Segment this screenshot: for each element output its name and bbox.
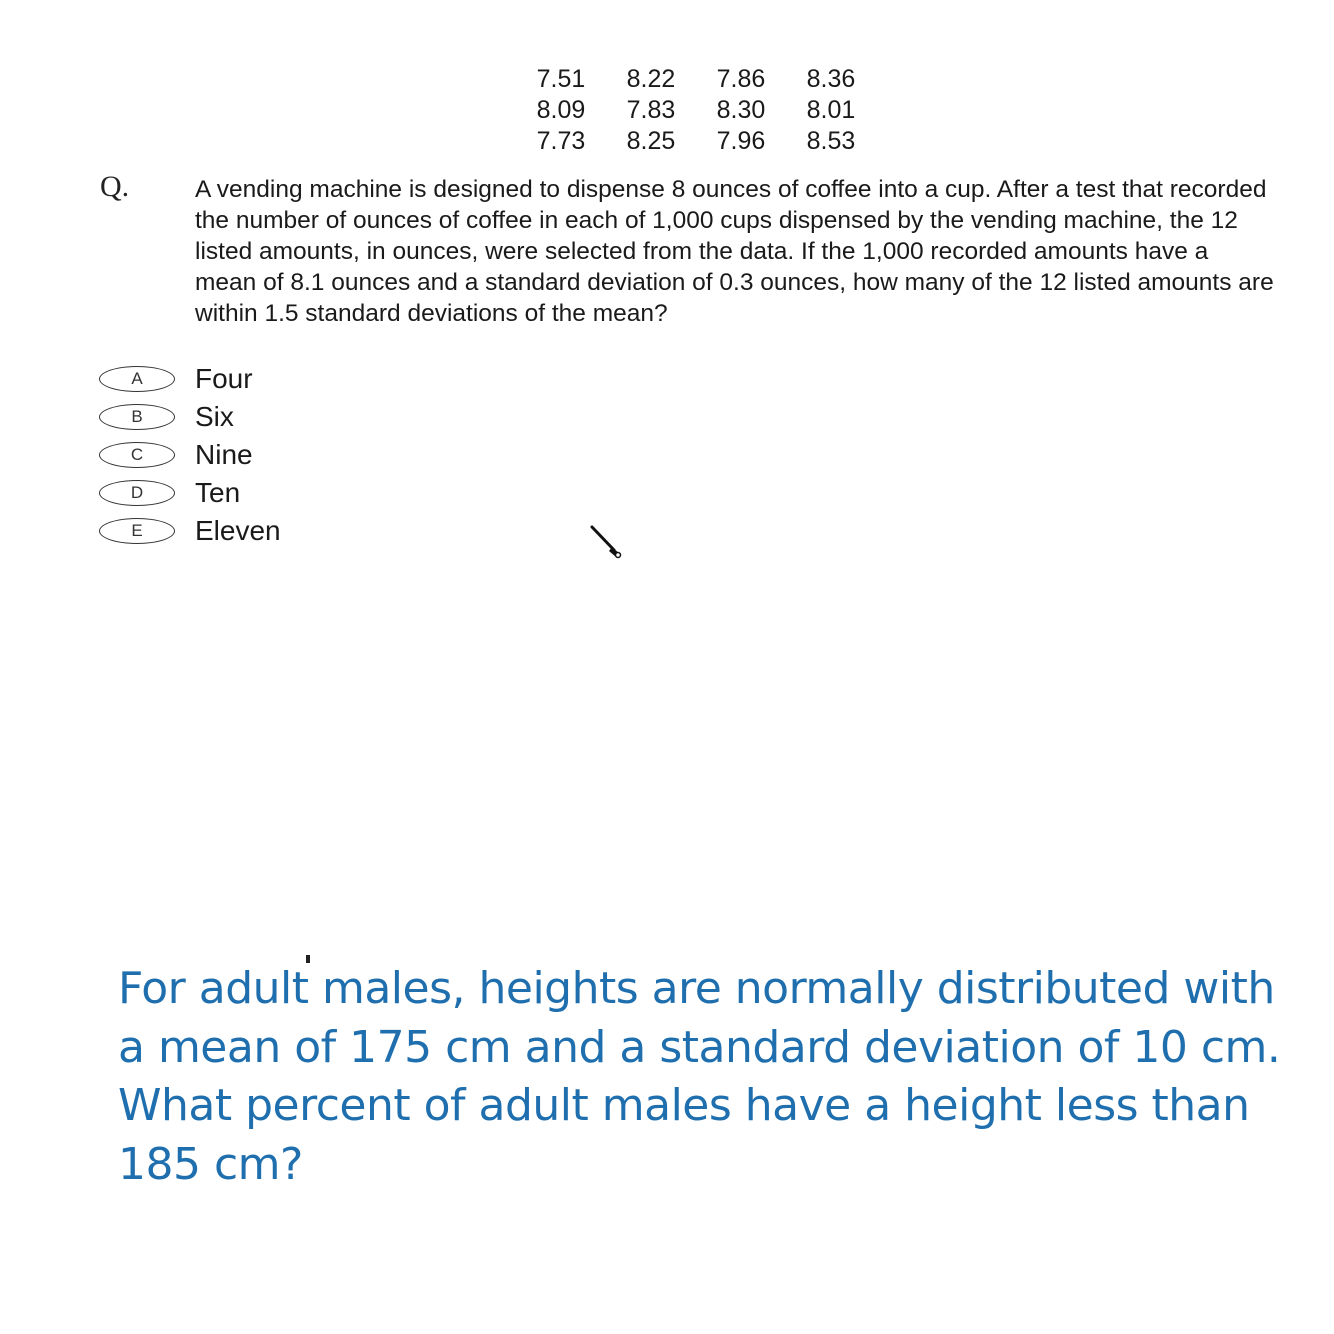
choice-b[interactable] — [99, 398, 234, 436]
question-label: Q. — [100, 170, 130, 203]
choice-d[interactable] — [99, 474, 241, 512]
choice-bubble[interactable]: B — [99, 404, 175, 430]
choice-bubble[interactable]: E — [99, 518, 175, 544]
choice-e[interactable] — [99, 512, 281, 550]
data-value: 7.73 — [536, 127, 586, 155]
choice-text: Eleven — [195, 515, 281, 546]
data-value: 8.53 — [806, 127, 856, 155]
choice-text: Nine — [195, 439, 253, 470]
data-value: 8.22 — [626, 65, 676, 93]
question-text: A vending machine is designed to dispense 8 ounces of coffee into a cup. After a test that recorded the number of ounces of coffee in each of 1,000 cups dispensed by the vending machine, the 12 listed amounts, in ounces, were selected from the data. If the 1,000 recorded amounts have a mean of 8.1 ounces and a standard deviation of 0.3 ounces, how many of the 12 listed amounts are within 1.5 standard deviations of the mean? — [195, 176, 1274, 327]
data-value: 7.83 — [626, 96, 676, 124]
data-value: 7.86 — [716, 65, 766, 93]
data-value: 8.30 — [716, 96, 766, 124]
data-value: 8.01 — [806, 96, 856, 124]
choice-bubble[interactable]: C — [99, 442, 175, 468]
data-value: 8.25 — [626, 127, 676, 155]
choice-text: Four — [195, 363, 253, 394]
choice-a[interactable] — [99, 360, 253, 398]
choice-text: Six — [195, 401, 234, 432]
second-question-text: For adult males, heights are normally distributed with a mean of 175 cm and a standard deviation of 10 cm. What percent of adult males have a height less than 185 cm? — [118, 963, 1281, 1190]
choice-bubble[interactable]: A — [99, 366, 175, 392]
data-values-table — [516, 64, 876, 157]
answer-choices — [99, 360, 281, 550]
data-value: 8.09 — [536, 96, 586, 124]
choice-bubble[interactable]: D — [99, 480, 175, 506]
data-value: 8.36 — [806, 65, 856, 93]
choice-c[interactable] — [99, 436, 253, 474]
pen-cursor-icon — [588, 524, 628, 564]
data-value: 7.96 — [716, 127, 766, 155]
data-value: 7.51 — [536, 65, 586, 93]
choice-text: Ten — [195, 477, 241, 508]
